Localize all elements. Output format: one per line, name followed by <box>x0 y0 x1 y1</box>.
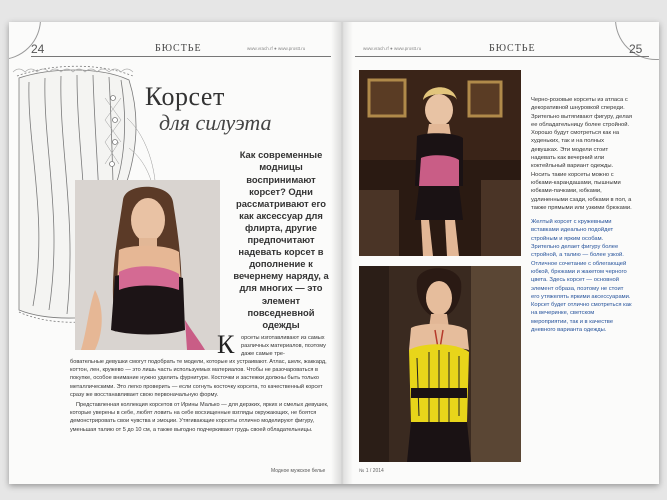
body-paragraph: Представленная коллекция корсетов от Ирины Малько — для дерзких, ярких и смелых девушек, которые уверены в себе, любят ловить на себе восхищенные взгляды окружающих, не боятся демонстрировать свои чувства и эмоции. Утягивающие корсеты отлично моделируют фигуру, уменьшая талию от 5 до 10 см, а также выгодно подчеркивают грудь своей обладательницы. <box>70 402 329 433</box>
header-url: www.vrach.rf ● www.prostt.ru <box>363 46 422 51</box>
model-photo-left <box>75 180 220 350</box>
header-rule <box>355 56 649 57</box>
corset-description-pink: Черно-розовые корсеты из атласа с декоративной шнуровкой спереди. Зрительно вытягивают фигуру, делая ее обладательницу более стройной. Хорошо будут смотреться как на худеньких, так и на полных девушках. Эти модели стоит надевать как вечерний или коктейльный вариант одежды. Носить такие корсеты можно с юбками-карандашами, пышными юбками-пачками, юбками, удлиненными сзади, юбками в пол, а также прямыми или узкими брюками. <box>531 97 632 211</box>
running-head: БЮСТЬЕ <box>489 43 536 54</box>
page-number: 25 <box>629 42 643 56</box>
left-page <box>9 22 339 484</box>
issue-number: № 1 / 2014 <box>359 468 384 474</box>
model-photo-bottom <box>359 266 521 462</box>
corset-description-yellow: Желтый корсет с кружевными вставками идеально подойдет стройным и ярким особам. Зрительно делает фигуру более стройной, а талию — более узкой. Отличное сочетание с облегающей юбкой, брюками и жакетом черного цвета. Здесь корсет — основной элемент образа, поэтому не стоит его утяжелять яркими аксессуарами. Корсет будет отлично смотреться как на вечеринке, светском мероприятии, так и в качестве дневного варианта одежды. <box>531 219 632 334</box>
article-title: Корсет <box>145 82 225 111</box>
header-rule <box>31 56 331 57</box>
header-url: www.vrach.rf ● www.prostt.ru <box>247 46 306 51</box>
model-photo-top <box>359 70 521 256</box>
article-subtitle: для силуэта <box>159 110 272 135</box>
article-body <box>70 358 332 436</box>
running-head: БЮСТЬЕ <box>155 43 202 54</box>
right-page <box>343 22 659 484</box>
magazine-spread <box>9 22 659 484</box>
page-caption: Модное мужское белье <box>271 468 326 474</box>
article-lede: Как современные модницы воспринимают корсет? Одни рассматривают его как аксессуар для флирта, другие предпочитают надевать корсет в дополнение к вечернему наряду, а для многих — это элемент повседневной одежды <box>233 149 329 330</box>
drop-cap: К <box>217 330 235 359</box>
body-intro: орсеты изготавливают из самых различных материалов, поэтому даже самые тре- <box>241 335 326 358</box>
page-number: 24 <box>31 42 45 56</box>
body-paragraph: бовательные девушки смогут подобрать те модели, которые их устраивают. Атлас, шелк, жаккард, коттон, лен, кружево — это лишь часть используемых материалов. Чтобы не разочароваться в покупке, особое внимание нужно уделить фурнитуре. Косточки и застежки должны быть только металлическими. Это легко проверить — если согнуть косточку корсета, то качественный корсет сразу же восстанавливает свою первоначальную форму. <box>70 359 327 398</box>
right-column-text <box>531 96 633 340</box>
